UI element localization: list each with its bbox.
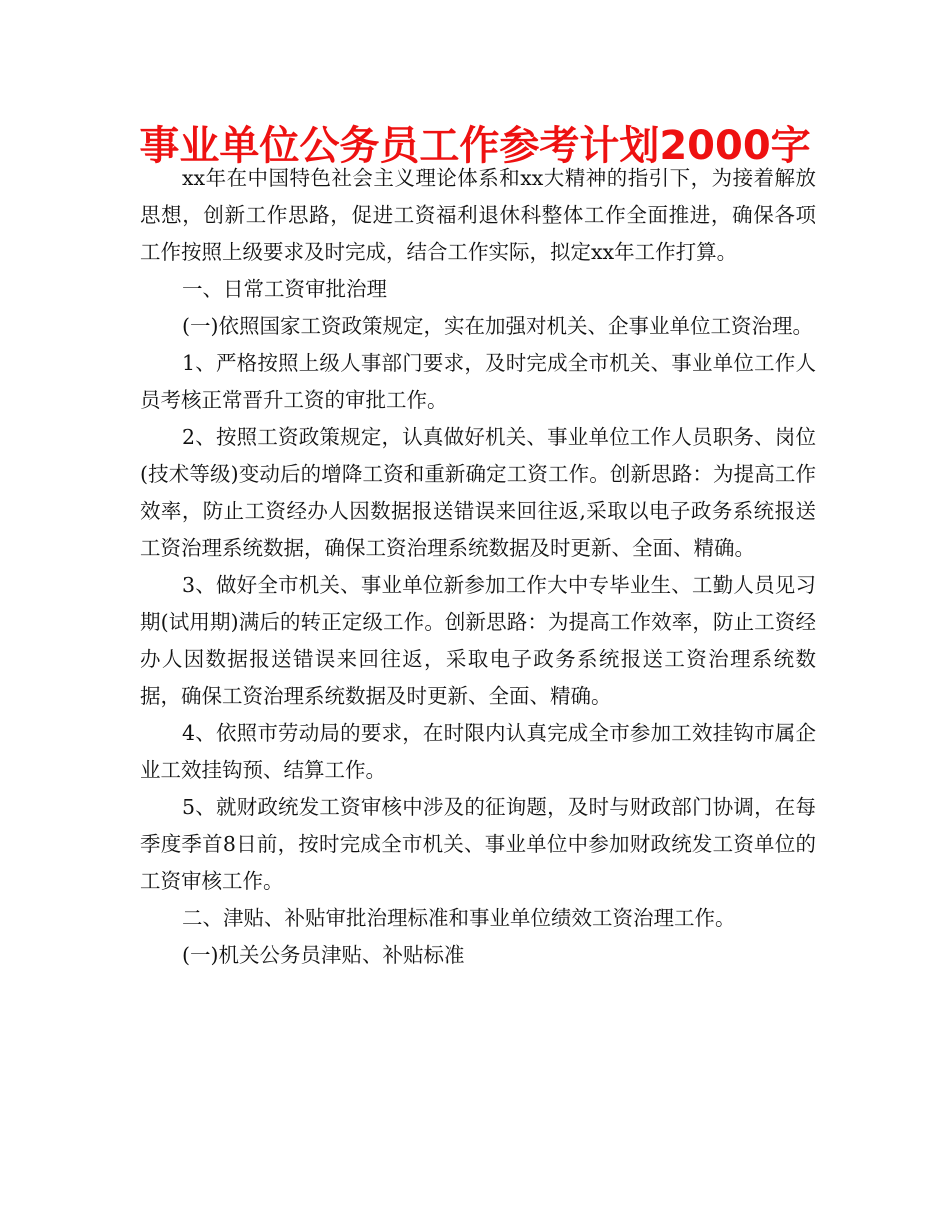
- document-title: 事业单位公务员工作参考计划2000字: [139, 123, 811, 169]
- list-item-2: 2、按照工资政策规定，认真做好机关、事业单位工作人员职务、岗位(技术等级)变动后的增降工资和重新确定工资工作。创新思路：为提高工作效率，防止工资经办人因数据报送错误来回往返,采取以电子政务系统报送工资治理系统数据，确保工资治理系统数据及时更新、全面、精确。: [140, 425, 816, 560]
- subsection-heading-2: (一)机关公务员津贴、补贴标准: [182, 943, 465, 967]
- list-item-4: 4、依照市劳动局的要求，在时限内认真完成全市参加工效挂钩市属企业工效挂钩预、结算工作。: [140, 721, 816, 782]
- section-heading-1: 一、日常工资审批治理: [182, 277, 387, 301]
- section-heading-2: 二、津贴、补贴审批治理标准和事业单位绩效工资治理工作。: [182, 906, 736, 930]
- subsection-heading-1: (一)依照国家工资政策规定，实在加强对机关、企事业单位工资治理。: [182, 314, 813, 338]
- list-item-5: 5、就财政统发工资审核中涉及的征询题，及时与财政部门协调，在每季度季首8日前，按时完成全市机关、事业单位中参加财政统发工资单位的工资审核工作。: [140, 795, 816, 893]
- paragraph-intro: xx年在中国特色社会主义理论体系和xx大精神的指引下，为接着解放思想，创新工作思路，促进工资福利退休科整体工作全面推进，确保各项工作按照上级要求及时完成，结合工作实际，拟定xx年工作打算。: [140, 166, 816, 264]
- list-item-1: 1、严格按照上级人事部门要求，及时完成全市机关、事业单位工作人员考核正常晋升工资的审批工作。: [140, 351, 816, 412]
- document-body: [140, 160, 816, 974]
- list-item-3: 3、做好全市机关、事业单位新参加工作大中专毕业生、工勤人员见习期(试用期)满后的转正定级工作。创新思路：为提高工作效率，防止工资经办人因数据报送错误来回往返，采取电子政务系统报送工资治理系统数据，确保工资治理系统数据及时更新、全面、精确。: [140, 573, 816, 708]
